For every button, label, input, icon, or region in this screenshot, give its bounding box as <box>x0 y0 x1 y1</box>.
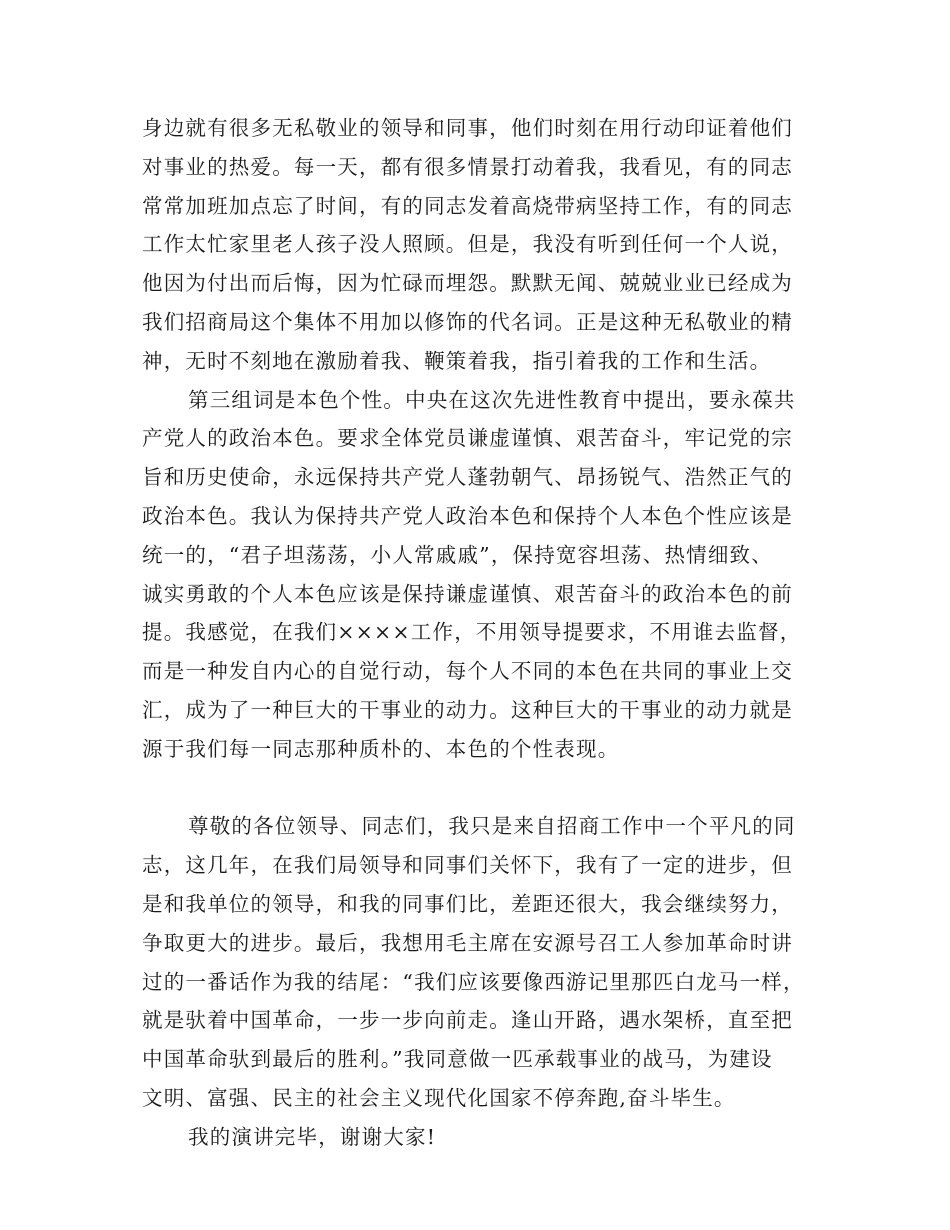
text-line: 而是一种发自内心的自觉行动，每个人不同的本色在共同的事业上交 <box>142 659 793 684</box>
text-line: 过的一番话作为我的结尾：“我们应该要像西游记里那匹白龙马一样， <box>142 969 805 994</box>
text-line: 我的演讲完毕，谢谢大家! <box>188 1124 437 1149</box>
text-line: 志，这几年，在我们局领导和同事们关怀下，我有了一定的进步，但 <box>142 853 793 878</box>
paragraph <box>142 109 802 381</box>
speech-body <box>142 109 805 1157</box>
text-line: 产党人的政治本色。要求全体党员谦虚谨慎、艰苦奋斗，牢记党的宗 <box>142 426 793 451</box>
text-line: 统一的，“君子坦荡荡，小人常戚戚”，保持宽容坦荡、热情细致、 <box>142 542 773 567</box>
text-line: 神，无时不刻地在激励着我、鞭策着我，指引着我的工作和生活。 <box>142 348 772 373</box>
text-line: 常常加班加点忘了时间，有的同志发着高烧带病坚持工作，有的同志 <box>142 193 793 218</box>
text-line: 身边就有很多无私敬业的领导和同事，他们时刻在用行动印证着他们 <box>142 116 793 140</box>
text-line: 源于我们每一同志那种质朴的、本色的个性表现。 <box>142 736 620 761</box>
text-line <box>142 769 802 808</box>
text-line: 第三组词是本色个性。中央在这次先进性教育中提出，要永葆共 <box>188 387 796 412</box>
text-line: 他因为付出而后悔，因为忙碌而埋怨。默默无闻、兢兢业业已经成为 <box>142 271 793 296</box>
paragraph <box>142 1118 802 1157</box>
text-line: 文明、富强、民主的社会主义现代化国家不停奔跑,奋斗毕生。 <box>142 1085 736 1110</box>
text-line: 工作太忙家里老人孩子没人照顾。但是，我没有听到任何一个人说， <box>142 232 793 257</box>
text-line: 对事业的热爱。每一天，都有很多情景打动着我，我看见，有的同志 <box>142 154 793 179</box>
text-line: 就是驮着中国革命，一步一步向前走。逢山开路，遇水架桥，直至把 <box>142 1008 793 1033</box>
paragraph <box>142 381 802 808</box>
text-line: 尊敬的各位领导、同志们，我只是来自招商工作中一个平凡的同 <box>188 814 796 839</box>
text-line: 中国革命驮到最后的胜利。”我同意做一匹承载事业的战马，为建设 <box>142 1047 773 1072</box>
paragraph <box>142 807 805 1117</box>
text-line: 提。我感觉，在我们××××工作，不用领导提要求，不用谁去监督， <box>142 620 802 645</box>
text-line: 争取更大的进步。最后，我想用毛主席在安源号召工人参加革命时讲 <box>142 930 793 955</box>
text-line: 我们招商局这个集体不用加以修饰的代名词。正是这种无私敬业的精 <box>142 309 793 334</box>
text-line: 是和我单位的领导，和我的同事们比，差距还很大，我会继续努力， <box>142 891 793 916</box>
text-line: 旨和历史使命，永远保持共产党人蓬勃朝气、昂扬锐气、浩然正气的 <box>142 465 793 490</box>
text-line: 汇，成为了一种巨大的干事业的动力。这种巨大的干事业的动力就是 <box>142 697 793 722</box>
text-line: 诚实勇敢的个人本色应该是保持谦虚谨慎、艰苦奋斗的政治本色的前 <box>142 581 793 606</box>
text-line: 政治本色。我认为保持共产党人政治本色和保持个人本色个性应该是 <box>142 503 793 528</box>
